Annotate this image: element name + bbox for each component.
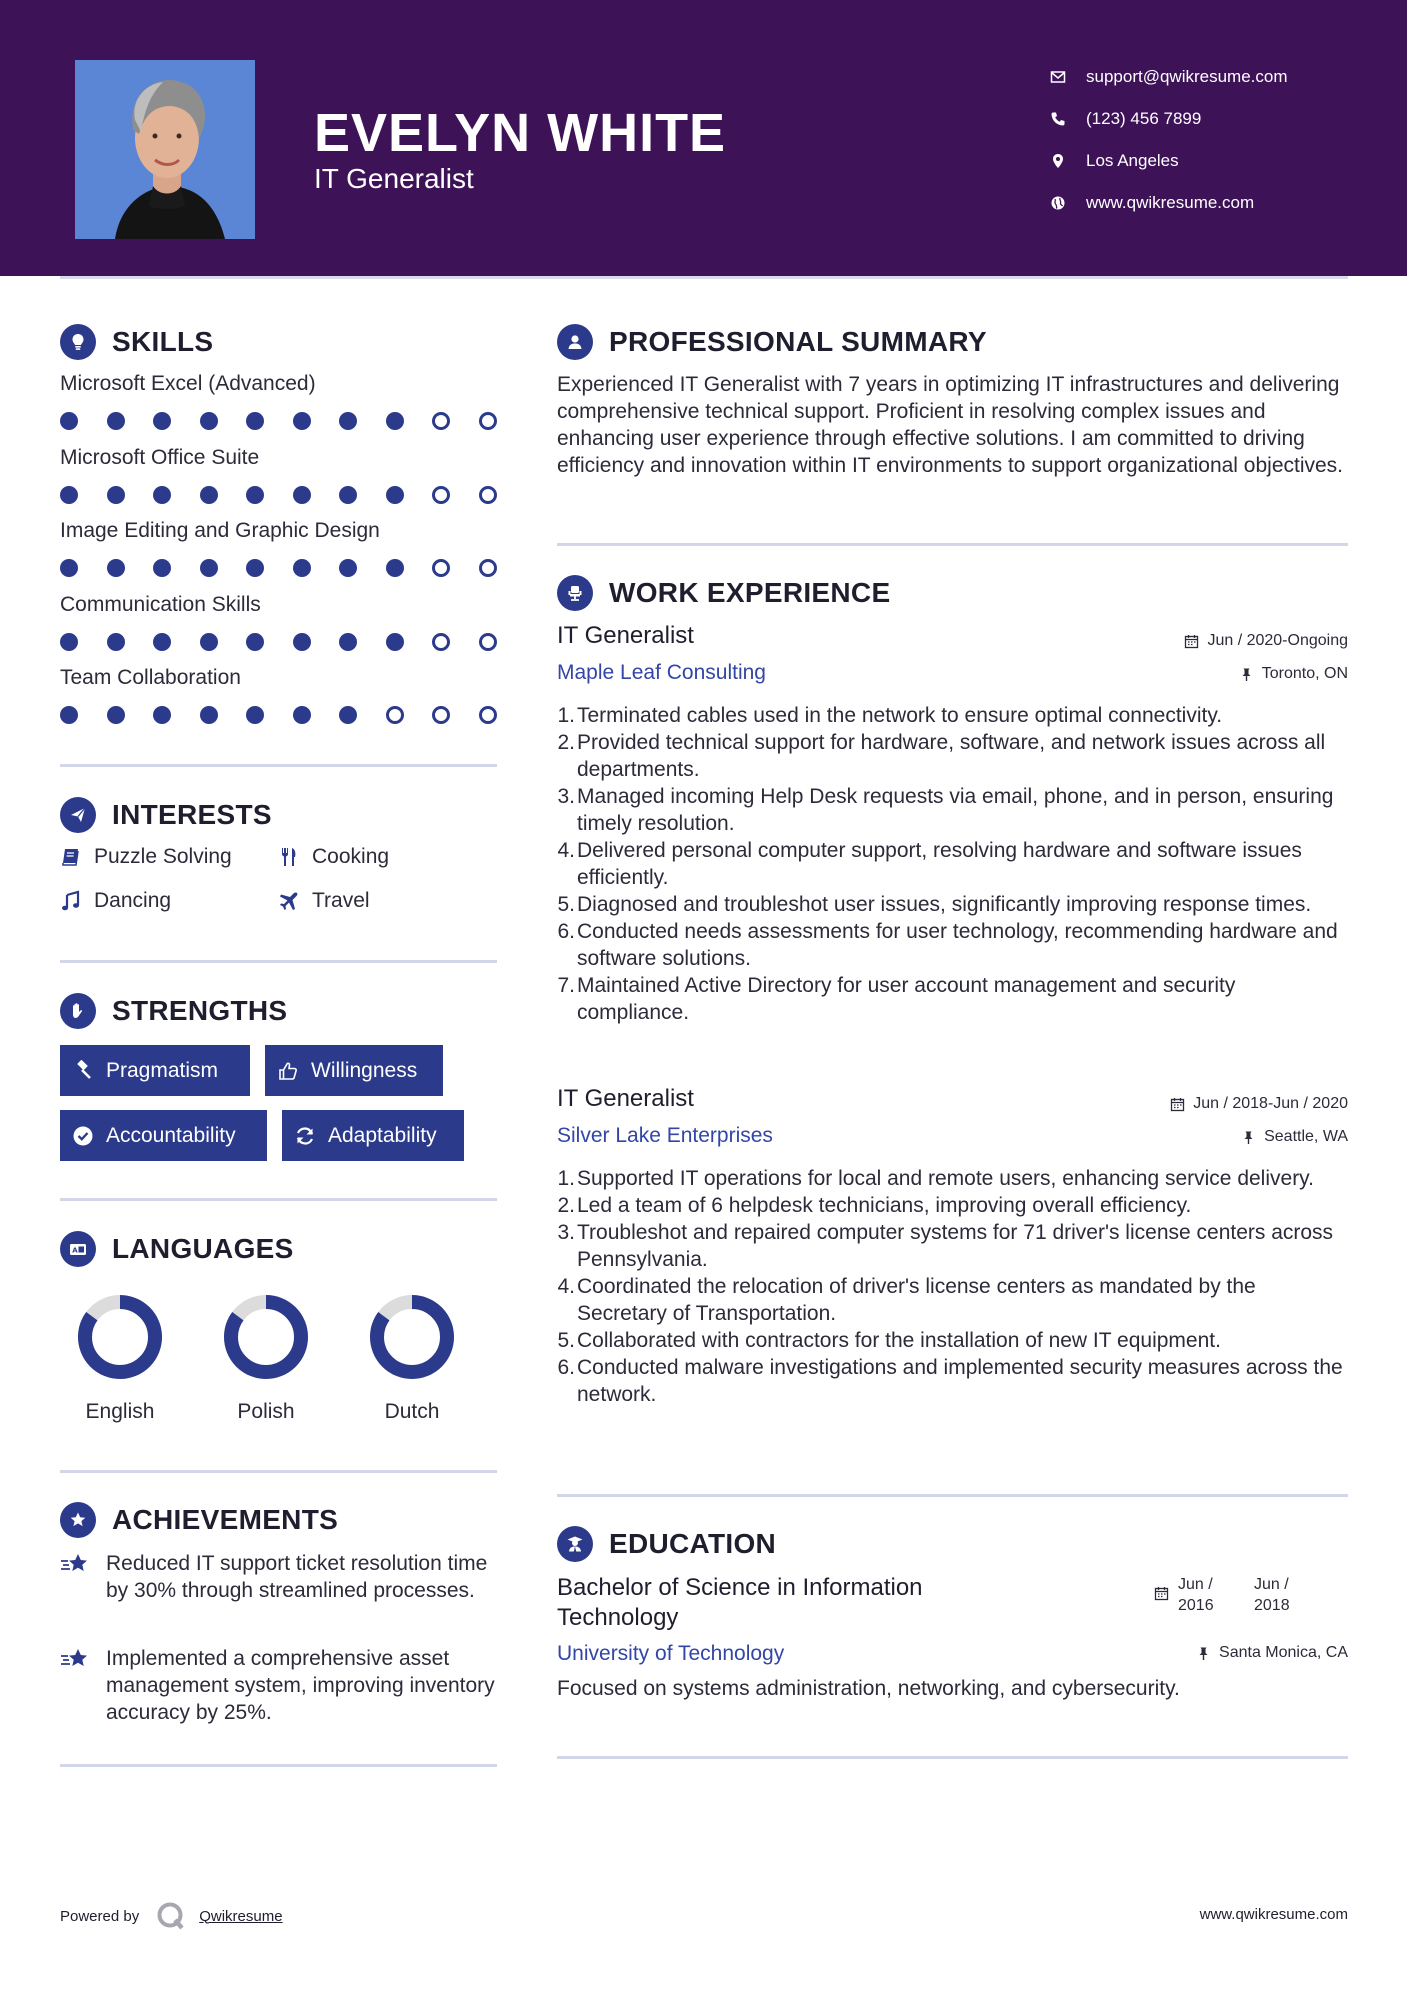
- candidate-title: IT Generalist: [314, 163, 474, 194]
- degree-line: Technology: [557, 1604, 679, 1631]
- bullet-number: 4.: [557, 839, 575, 862]
- education-heading: [557, 1526, 776, 1562]
- rating-dot-empty: [432, 412, 450, 430]
- bullet-text: Maintained Active Directory for user account management and security compliance.: [577, 974, 1236, 1024]
- rating-dot-empty: [432, 559, 450, 577]
- contact-location: [1050, 140, 1370, 182]
- interest-label: Travel: [312, 889, 370, 912]
- rating-dot-filled: [293, 486, 311, 504]
- resume-header: [0, 0, 1407, 276]
- qwikresume-link[interactable]: Qwikresume: [199, 1907, 283, 1925]
- bullet-text: Conducted needs assessments for user technology, recommending hardware and software solutions.: [577, 920, 1338, 970]
- rating-dot-filled: [153, 633, 171, 651]
- skill-name: Image Editing and Graphic Design: [60, 519, 380, 542]
- rating-dot-empty: [479, 412, 497, 430]
- rating-dot-empty: [386, 706, 404, 724]
- language-item: [347, 1292, 477, 1424]
- date-part: Jun /: [1178, 1576, 1213, 1593]
- rating-dot-filled: [200, 486, 218, 504]
- skill-item: [60, 593, 500, 655]
- rating-dot-filled: [107, 633, 125, 651]
- language-name: Polish: [237, 1400, 295, 1423]
- job-bullet: [551, 1192, 1351, 1219]
- interest-label: Cooking: [312, 845, 390, 868]
- strength-label: Willingness: [311, 1058, 418, 1082]
- skill-rating: [60, 706, 500, 728]
- rating-dot-empty: [432, 486, 450, 504]
- job-bullet: [551, 729, 1351, 783]
- section-divider: [60, 1198, 497, 1201]
- summary-title: PROFESSIONAL SUMMARY: [609, 326, 987, 357]
- job-bullet: [551, 702, 1351, 729]
- interest-label: Puzzle Solving: [94, 845, 232, 868]
- bullet-text: Terminated cables used in the network to ensure optimal connectivity.: [577, 704, 1223, 727]
- achievements-heading: [60, 1502, 338, 1538]
- bullet-number: 2.: [557, 731, 575, 754]
- language-item: [201, 1292, 331, 1424]
- skill-item: [60, 446, 500, 508]
- skills-heading: [60, 324, 213, 360]
- rating-dot-filled: [153, 559, 171, 577]
- languages-heading: [60, 1231, 294, 1267]
- rating-dot-filled: [246, 633, 264, 651]
- rating-dot-filled: [293, 559, 311, 577]
- company-name: Maple Leaf Consulting: [557, 661, 766, 684]
- bullet-number: 7.: [557, 974, 575, 997]
- date-part: 2016: [1178, 1597, 1214, 1614]
- degree-title: [557, 1573, 923, 1633]
- rating-dot-empty: [479, 559, 497, 577]
- rating-dot-filled: [200, 633, 218, 651]
- job-bullet: [551, 891, 1351, 918]
- candidate-name: EVELYN WHITE: [314, 103, 727, 163]
- location-text: Seattle, WA: [1264, 1128, 1348, 1145]
- language-proficiency-ring: [221, 1292, 311, 1382]
- job-bullet: [551, 1273, 1351, 1327]
- envelope-icon: [1050, 69, 1086, 85]
- job-location: [1239, 665, 1348, 683]
- svg-text:A: A: [72, 1246, 78, 1255]
- rating-dot-empty: [479, 706, 497, 724]
- email-text: support@qwikresume.com: [1086, 67, 1288, 86]
- skill-rating: [60, 559, 500, 581]
- portrait-image: [75, 60, 255, 239]
- achievements-title: ACHIEVEMENTS: [112, 1504, 339, 1535]
- job-bullets: [551, 702, 1351, 1026]
- plane-icon: [278, 890, 300, 912]
- strengths-heading: [60, 993, 287, 1029]
- footer-website[interactable]: www.qwikresume.com: [1199, 1906, 1348, 1923]
- refresh-icon: [294, 1125, 316, 1147]
- education-dates: [1154, 1574, 1310, 1616]
- language-proficiency-ring: [367, 1292, 457, 1382]
- check-circle-icon: [72, 1125, 94, 1147]
- bullet-text: Managed incoming Help Desk requests via email, phone, and in person, ensuring timely resolution.: [577, 785, 1334, 835]
- achievement-text: Implemented a comprehensive asset management system, improving inventory accuracy by 25%.: [106, 1647, 495, 1724]
- location-text: Los Angeles: [1086, 151, 1179, 170]
- achievement-text: Reduced IT support ticket resolution time by 30% through streamlined processes.: [106, 1552, 488, 1602]
- rating-dot-empty: [432, 633, 450, 651]
- languages-title: LANGUAGES: [112, 1233, 294, 1264]
- rating-dot-filled: [386, 559, 404, 577]
- powered-by-text: Powered by: [60, 1907, 140, 1925]
- header-divider: [60, 276, 1348, 279]
- bullet-text: Coordinated the relocation of driver's license centers as mandated by the Secretary of Transportation.: [577, 1275, 1256, 1325]
- strengths-title: STRENGTHS: [112, 995, 288, 1026]
- rating-dot-filled: [60, 706, 78, 724]
- bullet-text: Delivered personal computer support, resolving hardware and software issues efficiently.: [577, 839, 1302, 889]
- rating-dot-filled: [60, 633, 78, 651]
- phone-icon: [1050, 111, 1086, 127]
- bullet-number: 5.: [557, 1329, 575, 1352]
- strength-label: Accountability: [106, 1123, 236, 1147]
- calendar-icon: [1170, 1097, 1185, 1112]
- contact-website[interactable]: [1050, 182, 1370, 224]
- dates-text: Jun / 2020-Ongoing: [1207, 632, 1348, 649]
- rating-dot-empty: [479, 633, 497, 651]
- skill-rating: [60, 412, 500, 434]
- calendar-icon: [1154, 1586, 1169, 1601]
- education-title: EDUCATION: [609, 1528, 777, 1559]
- hand-icon: [60, 993, 96, 1029]
- pushpin-icon: [1239, 667, 1254, 682]
- education-start: [1178, 1574, 1254, 1616]
- gavel-icon: [72, 1060, 94, 1082]
- company-name: Silver Lake Enterprises: [557, 1124, 773, 1147]
- rating-dot-filled: [153, 706, 171, 724]
- star-badge-icon: [60, 1502, 96, 1538]
- globe-icon: [1050, 195, 1086, 211]
- rating-dot-filled: [246, 486, 264, 504]
- rating-dot-filled: [386, 412, 404, 430]
- bullet-number: 4.: [557, 1275, 575, 1298]
- thumbs-up-icon: [277, 1060, 299, 1082]
- rating-dot-filled: [293, 706, 311, 724]
- interests-title: INTERESTS: [112, 799, 272, 830]
- section-divider: [60, 764, 497, 767]
- book-icon: [60, 846, 82, 868]
- rating-dot-filled: [339, 633, 357, 651]
- rating-dot-filled: [200, 412, 218, 430]
- interest-puzzle-solving: [60, 845, 232, 869]
- job-dates: [1170, 1095, 1348, 1113]
- job-bullet: [551, 1165, 1351, 1192]
- interests-heading: [60, 797, 272, 833]
- qwikresume-logo-icon: [155, 1900, 187, 1932]
- language-proficiency-ring: [75, 1292, 165, 1382]
- rating-dot-filled: [107, 486, 125, 504]
- pushpin-icon: [1196, 1646, 1211, 1661]
- interest-travel: [278, 889, 370, 913]
- date-part: Jun /: [1254, 1576, 1289, 1593]
- strength-pragmatism: [60, 1045, 250, 1096]
- skill-name: Microsoft Excel (Advanced): [60, 372, 316, 395]
- bullet-number: 3.: [557, 1221, 575, 1244]
- job-bullet: [551, 918, 1351, 972]
- achievement-item: [60, 1550, 500, 1604]
- bullet-text: Provided technical support for hardware, software, and network issues across all departments.: [577, 731, 1326, 781]
- bullet-number: 6.: [557, 920, 575, 943]
- star-icon: [60, 1647, 90, 1673]
- rating-dot-filled: [60, 559, 78, 577]
- rating-dot-filled: [107, 706, 125, 724]
- summary-text: Experienced IT Generalist with 7 years in optimizing IT infrastructures and delivering comprehensive technical support. Proficient in resolving complex issues and enhancing user experience through effective solutions. I am committed to driving efficiency and innovation within IT environments to support organizational objectives.: [557, 373, 1344, 477]
- section-divider: [557, 1756, 1348, 1759]
- rating-dot-filled: [153, 486, 171, 504]
- star-icon: [60, 1552, 90, 1578]
- rating-dot-filled: [339, 486, 357, 504]
- section-divider: [60, 1764, 497, 1767]
- job-bullet: [551, 783, 1351, 837]
- skill-item: [60, 666, 500, 728]
- bullet-number: 1.: [557, 1167, 575, 1190]
- date-part: 2018: [1254, 1597, 1290, 1614]
- rating-dot-filled: [200, 706, 218, 724]
- section-divider: [557, 1494, 1348, 1497]
- rating-dot-filled: [339, 706, 357, 724]
- bullet-number: 5.: [557, 893, 575, 916]
- job-title: IT Generalist: [557, 1085, 694, 1112]
- bullet-number: 2.: [557, 1194, 575, 1217]
- language-icon: [60, 1231, 96, 1267]
- rating-dot-filled: [60, 486, 78, 504]
- section-divider: [557, 543, 1348, 546]
- job-title: IT Generalist: [557, 622, 694, 649]
- skill-rating: [60, 633, 500, 655]
- bullet-number: 3.: [557, 785, 575, 808]
- bullet-text: Diagnosed and troubleshot user issues, significantly improving response times.: [577, 893, 1312, 916]
- bullet-number: 6.: [557, 1356, 575, 1379]
- location-text: Santa Monica, CA: [1219, 1644, 1348, 1661]
- bullet-text: Troubleshot and repaired computer systems for 71 driver's license centers across Pennsylvania.: [577, 1221, 1334, 1271]
- degree-line: Bachelor of Science in Information: [557, 1574, 923, 1601]
- phone-text: (123) 456 7899: [1086, 109, 1202, 128]
- music-icon: [60, 890, 82, 912]
- job-bullet: [551, 837, 1351, 891]
- paper-plane-icon: [60, 797, 96, 833]
- achievement-item: [60, 1645, 500, 1726]
- job-bullet: [551, 1219, 1351, 1273]
- rating-dot-filled: [246, 412, 264, 430]
- dates-text: Jun / 2018-Jun / 2020: [1193, 1095, 1348, 1112]
- rating-dot-filled: [339, 412, 357, 430]
- rating-dot-filled: [246, 706, 264, 724]
- strength-label: Adaptability: [328, 1123, 437, 1147]
- bullet-text: Led a team of 6 helpdesk technicians, improving overall efficiency.: [577, 1194, 1192, 1217]
- rating-dot-filled: [386, 486, 404, 504]
- strength-accountability: [60, 1110, 267, 1161]
- job-bullet: [551, 972, 1351, 1026]
- skills-title: SKILLS: [112, 326, 214, 357]
- skill-item: [60, 372, 500, 434]
- job-bullet: [551, 1327, 1351, 1354]
- utensils-icon: [278, 846, 300, 868]
- interest-dancing: [60, 889, 171, 913]
- language-item: [55, 1292, 185, 1424]
- education-end: [1254, 1574, 1290, 1616]
- map-pin-icon: [1050, 153, 1086, 169]
- skill-name: Microsoft Office Suite: [60, 445, 260, 469]
- skill-rating: [60, 486, 500, 508]
- interest-label: Dancing: [94, 889, 172, 912]
- location-text: Toronto, ON: [1261, 665, 1348, 682]
- experience-heading: [557, 575, 890, 611]
- job-bullet: [551, 1354, 1351, 1408]
- school-name: University of Technology: [557, 1642, 785, 1665]
- rating-dot-filled: [293, 412, 311, 430]
- lightbulb-icon: [60, 324, 96, 360]
- user-icon: [557, 324, 593, 360]
- rating-dot-filled: [246, 559, 264, 577]
- rating-dot-filled: [107, 412, 125, 430]
- graduate-icon: [557, 1526, 593, 1562]
- footer-powered-by: [60, 1900, 283, 1932]
- rating-dot-empty: [432, 706, 450, 724]
- job-location: [1241, 1128, 1348, 1146]
- rating-dot-filled: [386, 633, 404, 651]
- bullet-text: Conducted malware investigations and implemented security measures across the network.: [577, 1356, 1343, 1406]
- rating-dot-filled: [339, 559, 357, 577]
- profile-photo: [75, 60, 255, 239]
- bullet-text: Collaborated with contractors for the installation of new IT equipment.: [577, 1329, 1221, 1352]
- rating-dot-filled: [107, 559, 125, 577]
- rating-dot-filled: [293, 633, 311, 651]
- education-location: [1196, 1644, 1348, 1662]
- experience-title: WORK EXPERIENCE: [609, 577, 891, 608]
- rating-dot-empty: [479, 486, 497, 504]
- strength-willingness: [265, 1045, 443, 1096]
- chair-icon: [557, 575, 593, 611]
- skill-item: [60, 519, 500, 581]
- interest-cooking: [278, 845, 389, 869]
- skill-name: Communication Skills: [60, 592, 261, 616]
- website-text: www.qwikresume.com: [1086, 193, 1255, 212]
- job-bullets: [551, 1165, 1351, 1408]
- skill-name: Team Collaboration: [60, 666, 241, 689]
- strength-adaptability: [282, 1110, 464, 1161]
- rating-dot-filled: [60, 412, 78, 430]
- rating-dot-filled: [153, 412, 171, 430]
- contact-phone[interactable]: [1050, 98, 1370, 140]
- summary-heading: [557, 324, 987, 360]
- job-dates: [1184, 632, 1348, 650]
- bullet-number: 1.: [557, 704, 575, 727]
- contact-email[interactable]: [1050, 56, 1370, 98]
- education-description: Focused on systems administration, networking, and cybersecurity.: [557, 1677, 1180, 1700]
- bullet-text: Supported IT operations for local and remote users, enhancing service delivery.: [577, 1167, 1314, 1190]
- section-divider: [60, 960, 497, 963]
- pushpin-icon: [1241, 1130, 1256, 1145]
- calendar-icon: [1184, 634, 1199, 649]
- rating-dot-filled: [200, 559, 218, 577]
- section-divider: [60, 1470, 497, 1473]
- strength-label: Pragmatism: [106, 1058, 219, 1082]
- language-name: Dutch: [384, 1400, 440, 1423]
- language-name: English: [85, 1400, 155, 1423]
- contact-info: [1050, 56, 1370, 224]
